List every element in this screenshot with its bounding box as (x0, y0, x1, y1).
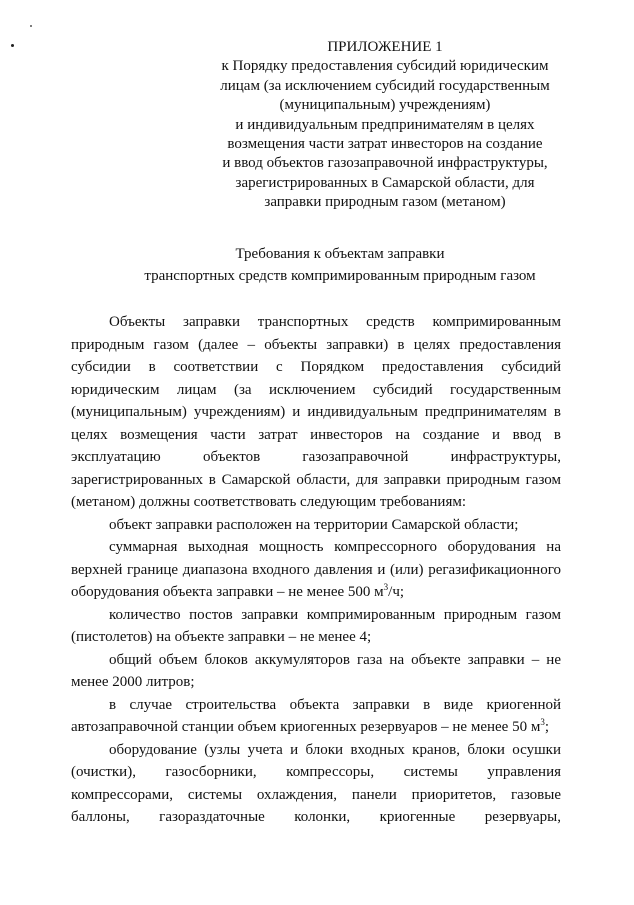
requirement-item: общий объем блоков аккумуляторов газа на объекте заправки – не менее 2000 литров; (71, 651, 561, 690)
appendix-line: (муниципальным) учреждениям) (279, 97, 491, 114)
requirement-item: количество постов заправки компримированным природным газом (пистолетов) на объекте заправки – не менее 4; (71, 606, 561, 645)
appendix-line: зарегистрированных в Самарской области, для (235, 174, 535, 191)
requirement-item: оборудование (узлы учета и блоки входных кранов, блоки осушки (очистки), газосборники, компрессоры, системы управления компрессорами, системы охлаждения, панели приоритетов, газовые баллоны, газораздаточные колонки, криогенные резервуары, (71, 741, 561, 825)
appendix-header (210, 38, 560, 213)
requirements-title-line-2: транспортных средств компримированным природным газом (144, 268, 536, 284)
requirement-item: объект заправки расположен на территории Самарской области; (109, 516, 519, 533)
appendix-line: заправки природным газом (метаном) (264, 194, 506, 211)
requirements-title-line-1: Требования к объектам заправки (235, 246, 445, 262)
requirement-item (71, 536, 561, 604)
appendix-line: и ввод объектов газозаправочной инфраструктуры, (222, 155, 548, 172)
appendix-line: возмещения части затрат инвесторов на создание (227, 136, 543, 153)
requirement-text-end: /ч; (388, 584, 405, 600)
requirement-item (71, 694, 561, 739)
requirement-text: в случае строительства объекта заправки в виде криогенной автозаправочной станции объем криогенных резервуаров – не менее 50 м (71, 696, 561, 735)
requirements-title (60, 243, 620, 287)
superscript: 3 (383, 582, 389, 592)
appendix-title: ПРИЛОЖЕНИЕ 1 (327, 39, 443, 55)
scan-mark (11, 44, 14, 47)
superscript: 3 (540, 717, 545, 727)
appendix-line: и индивидуальным предпринимателям в целях (235, 116, 535, 133)
appendix-line: к Порядку предоставления субсидий юридическим (221, 58, 549, 75)
intro-paragraph: Объекты заправки транспортных средств компримированным природным газом (далее – объекты заправки) в целях предоставления субсидии в соответствии с Порядком предоставления субсидий юридическим лицам (за исключением субсидий государственным (муниципальным) учреждениям) и индивидуальным предпринимателям в целях возмещения части затрат инвесторов на создание и ввод в эксплуатацию объектов газозаправочной инфраструктуры, зарегистрированных в Самарской области, для заправки природным газом (метаном) должны соответствовать следующим требованиям: (71, 314, 561, 510)
scan-mark (30, 25, 32, 27)
document-body (71, 311, 561, 829)
requirement-text-end: ; (544, 719, 550, 735)
requirement-text: суммарная выходная мощность компрессорного оборудования на верхней границе диапазона входного давления и (или) регазификационного оборудования объекта заправки – не менее 500 м (71, 539, 561, 600)
appendix-line: лицам (за исключением субсидий государственным (220, 77, 550, 94)
